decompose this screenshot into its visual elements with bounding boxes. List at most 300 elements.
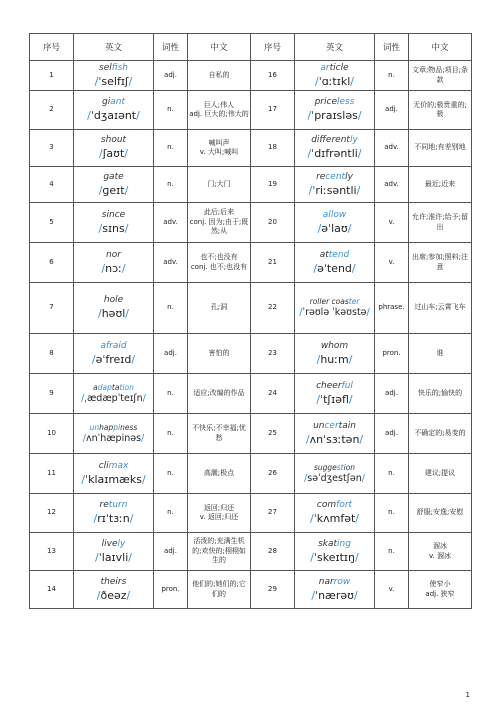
- word-cell: [295, 203, 375, 243]
- chinese-meaning: [409, 130, 472, 167]
- phonetic: /ˈɑːtɪkl/: [315, 74, 354, 88]
- phonetic: /ˈskeɪtɪŋ/: [310, 550, 359, 564]
- english-word: [75, 341, 152, 352]
- meaning-line: 建议;提议: [424, 468, 456, 477]
- word-syllable: a: [93, 382, 98, 392]
- meaning-line: v. 溜冰: [428, 551, 452, 560]
- row-number: 26: [251, 454, 295, 494]
- part-of-speech: adj.: [375, 414, 409, 454]
- word-cell: [295, 61, 375, 91]
- meaning-line: 允许;准许;给予;留出: [411, 213, 469, 231]
- chinese-meaning: [188, 414, 251, 454]
- word-syllable: ant: [110, 97, 125, 108]
- phonetic-text: ʌnˈhæpinəs: [85, 432, 142, 444]
- word-syllable: ion: [343, 462, 356, 472]
- part-of-speech: adv.: [154, 203, 188, 243]
- meaning-line: 不快乐;不幸福;忧愁: [192, 424, 246, 442]
- meaning-line: v. 返回;归还: [199, 513, 239, 521]
- english-word: [75, 539, 152, 550]
- english-word: [296, 539, 373, 550]
- word-syllable: gate: [103, 171, 124, 182]
- row-number: 12: [30, 494, 74, 533]
- word-syllable: ly: [117, 538, 126, 549]
- word-cell: [295, 454, 375, 494]
- meaning-line: 不同地;有差别地: [414, 143, 466, 152]
- word-syllable: nar: [318, 576, 334, 587]
- part-of-speech: adj.: [154, 61, 188, 91]
- header-index: 序号: [30, 34, 74, 61]
- phonetic-text: əˈfreɪd: [95, 352, 132, 366]
- row-number: 21: [251, 243, 295, 283]
- meaning-line: 孔;洞: [210, 303, 228, 312]
- word-syllable: theirs: [100, 576, 127, 587]
- meaning-line: 快乐的;愉快的: [417, 388, 463, 397]
- row-number: 2: [30, 91, 74, 130]
- word-cell: [295, 374, 375, 414]
- phonetic-text: nɔː: [105, 261, 122, 275]
- phonetic-text: ʌnˈsɜːtən: [309, 432, 360, 446]
- word-cell: [295, 130, 375, 167]
- english-word: [75, 97, 152, 108]
- chinese-meaning: [188, 91, 251, 130]
- table-row: [30, 203, 472, 243]
- word-cell: [295, 571, 375, 609]
- phonetic: /ɡeɪt/: [98, 183, 129, 197]
- header-row: [30, 34, 472, 61]
- meaning-line: 最近;近来: [424, 179, 456, 188]
- phonetic: /ˈklaɪmæks/: [81, 472, 146, 486]
- phonetic: /əˈlaʊ/: [317, 221, 352, 235]
- word-cell: [74, 130, 154, 167]
- english-word: [296, 577, 373, 588]
- word-syllable: cheer: [316, 380, 342, 391]
- chinese-meaning: [188, 283, 251, 334]
- table-row: [30, 374, 472, 414]
- phonetic-text: huːm: [320, 352, 349, 366]
- phonetic-text: ˈlaɪvli: [98, 550, 129, 564]
- phonetic-text: ˈɑːtɪkl: [318, 74, 351, 88]
- phonetic: /ˈpraɪsləs/: [307, 109, 362, 123]
- phonetic-text: ˈriːsəntli: [312, 183, 357, 197]
- word-syllable: less: [336, 97, 355, 108]
- word-syllable: ta: [111, 382, 120, 392]
- meaning-line: 自私的: [208, 70, 230, 79]
- english-word: [296, 421, 373, 432]
- part-of-speech: phrase.: [375, 283, 409, 334]
- word-cell: [74, 203, 154, 243]
- meaning-line: 文章;物品;项目;条款: [411, 66, 469, 84]
- word-cell: [295, 283, 375, 334]
- word-syllable: cer: [324, 420, 339, 431]
- phonetic-text: ˈnærəʊ: [315, 588, 354, 602]
- meaning-line: 也不;也没有: [200, 253, 238, 262]
- phonetic-text: ˈdʒaɪənt: [90, 109, 137, 123]
- row-number: 7: [30, 283, 74, 334]
- row-number: 1: [30, 61, 74, 91]
- row-number: 10: [30, 414, 74, 454]
- word-syllable: turn: [108, 500, 128, 511]
- table-row: [30, 283, 472, 334]
- word-cell: [74, 283, 154, 334]
- english-word: [296, 210, 373, 221]
- chinese-meaning: [188, 494, 251, 533]
- english-word: [75, 461, 152, 472]
- chinese-meaning: [188, 454, 251, 494]
- phonetic: /əˈfreɪd/: [91, 352, 136, 366]
- chinese-meaning: [188, 130, 251, 167]
- row-number: 5: [30, 203, 74, 243]
- chinese-meaning: [409, 167, 472, 203]
- meaning-line: 门;大门: [207, 179, 231, 188]
- phonetic-text: ˈkʌmfət: [313, 512, 356, 526]
- phonetic: /ˈselfɪʃ/: [94, 74, 133, 88]
- word-syllable: tain: [338, 420, 356, 431]
- word-syllable: cli: [98, 460, 109, 471]
- word-syllable: live: [101, 538, 118, 549]
- word-syllable: ticle: [329, 62, 349, 73]
- word-cell: [295, 533, 375, 571]
- chinese-meaning: [188, 203, 251, 243]
- row-number: 27: [251, 494, 295, 533]
- word-syllable: un: [89, 422, 100, 432]
- chinese-meaning: [409, 454, 472, 494]
- word-syllable: allow: [322, 209, 347, 220]
- row-number: 6: [30, 243, 74, 283]
- phonetic: /ˈlaɪvli/: [95, 550, 132, 564]
- vocabulary-table: [29, 33, 472, 609]
- word-cell: [295, 91, 375, 130]
- part-of-speech: pron.: [375, 334, 409, 374]
- word-syllable: since: [101, 209, 126, 220]
- row-number: 24: [251, 374, 295, 414]
- word-syllable: ly: [349, 135, 358, 146]
- part-of-speech: v.: [375, 571, 409, 609]
- word-syllable: tion: [119, 382, 134, 392]
- chinese-meaning: [188, 374, 251, 414]
- part-of-speech: n.: [375, 454, 409, 494]
- english-word: [296, 250, 373, 261]
- phonetic-text: həʊl: [101, 307, 126, 321]
- phonetic: /həʊl/: [97, 307, 130, 321]
- word-cell: [295, 494, 375, 533]
- phonetic: /səˈdʒestʃən/: [304, 472, 365, 484]
- english-word: [75, 577, 152, 588]
- word-cell: [74, 243, 154, 283]
- phonetic: /ˌædæpˈteɪʃn/: [81, 392, 146, 404]
- word-syllable: ly: [345, 171, 353, 182]
- phonetic: /ˈkʌmfət/: [309, 512, 359, 526]
- row-number: 16: [251, 61, 295, 91]
- phonetic-text: ˈrəʊlə ˈkəʊstə: [302, 307, 367, 319]
- row-number: 13: [30, 533, 74, 571]
- word-syllable: nor: [106, 249, 121, 260]
- english-word: [296, 500, 373, 511]
- part-of-speech: n.: [154, 167, 188, 203]
- table-row: [30, 571, 472, 609]
- chinese-meaning: [409, 243, 472, 283]
- word-cell: [74, 571, 154, 609]
- phonetic: /ʌnˈhæpinəs/: [82, 432, 145, 444]
- part-of-speech: adj.: [375, 91, 409, 130]
- phonetic-text: ˈdɪfrəntli: [311, 147, 358, 161]
- part-of-speech: n.: [154, 130, 188, 167]
- word-cell: [74, 334, 154, 374]
- phonetic-text: ˈtʃɪəfl: [320, 392, 349, 406]
- phonetic: /ʃaʊt/: [99, 147, 128, 161]
- row-number: 17: [251, 91, 295, 130]
- row-number: 23: [251, 334, 295, 374]
- table-row: [30, 414, 472, 454]
- chinese-meaning: [409, 283, 472, 334]
- phonetic-text: ˈklaɪmæks: [85, 472, 142, 486]
- chinese-meaning: [409, 374, 472, 414]
- word-syllable: fort: [336, 500, 353, 511]
- english-word: [296, 97, 373, 108]
- chinese-meaning: [409, 414, 472, 454]
- word-syllable: different: [311, 135, 350, 146]
- header-index: 序号: [251, 34, 295, 61]
- word-syllable: re: [316, 171, 326, 182]
- chinese-meaning: [188, 571, 251, 609]
- table-row: [30, 167, 472, 203]
- meaning-line: 此后;后来: [203, 208, 235, 217]
- word-syllable: tend: [328, 249, 350, 260]
- english-word: [75, 210, 152, 221]
- word-cell: [295, 414, 375, 454]
- header-chinese: 中文: [188, 34, 251, 61]
- chinese-meaning: [188, 533, 251, 571]
- phonetic: /huːm/: [316, 352, 353, 366]
- phonetic: /sɪns/: [98, 221, 129, 235]
- meaning-line: 舒服;安逸;安慰: [416, 508, 464, 517]
- meaning-line: conj. 因为;由于;既然;从: [189, 217, 249, 236]
- word-syllable: gi: [102, 97, 111, 108]
- english-word: [296, 381, 373, 392]
- phonetic: /ˈdʒaɪənt/: [87, 109, 140, 123]
- word-syllable: sugge: [313, 462, 337, 472]
- part-of-speech: adv.: [375, 167, 409, 203]
- word-cell: [295, 334, 375, 374]
- chinese-meaning: [188, 167, 251, 203]
- word-syllable: at: [319, 249, 329, 260]
- part-of-speech: n.: [154, 414, 188, 454]
- english-word: [296, 341, 373, 352]
- phonetic-text: ˈskeɪtɪŋ: [314, 550, 355, 564]
- part-of-speech: adj.: [154, 334, 188, 374]
- word-syllable: max: [108, 460, 129, 471]
- word-cell: [74, 494, 154, 533]
- english-word: [296, 135, 373, 146]
- word-cell: [74, 533, 154, 571]
- meaning-line: 过山车;云霄飞车: [414, 303, 466, 312]
- phonetic-text: əˈlaʊ: [321, 221, 348, 235]
- word-syllable: ter: [348, 297, 360, 307]
- chinese-meaning: [409, 571, 472, 609]
- meaning-line: 适应;改编的作品: [193, 388, 245, 397]
- meaning-line: 谁: [436, 348, 444, 357]
- word-cell: [74, 91, 154, 130]
- english-word: [296, 63, 373, 74]
- phonetic: /ˈdɪfrəntli/: [307, 147, 362, 161]
- word-syllable: ness: [120, 422, 138, 432]
- table-row: [30, 243, 472, 283]
- table-row: [30, 130, 472, 167]
- english-word: [75, 423, 152, 432]
- chinese-meaning: [409, 61, 472, 91]
- word-cell: [295, 243, 375, 283]
- row-number: 14: [30, 571, 74, 609]
- word-cell: [74, 414, 154, 454]
- chinese-meaning: [409, 91, 472, 130]
- word-syllable: fish: [111, 62, 128, 73]
- meaning-line: 无价的;极贵重的;极: [413, 100, 467, 118]
- table-row: [30, 91, 472, 130]
- phonetic-text: ˌædæpˈteɪʃn: [84, 392, 143, 404]
- phonetic-text: ɡeɪt: [102, 183, 125, 197]
- phonetic: /ʌnˈsɜːtən/: [305, 432, 364, 446]
- word-syllable: skat: [318, 538, 338, 549]
- word-syllable: afraid: [100, 340, 127, 351]
- word-syllable: dap: [97, 382, 112, 392]
- part-of-speech: n.: [375, 533, 409, 571]
- word-cell: [295, 167, 375, 203]
- english-word: [296, 463, 373, 472]
- meaning-line: 返回;归还: [203, 503, 235, 512]
- row-number: 18: [251, 130, 295, 167]
- chinese-meaning: [188, 61, 251, 91]
- part-of-speech: n.: [375, 61, 409, 91]
- part-of-speech: n.: [154, 454, 188, 494]
- word-syllable: un: [313, 420, 325, 431]
- word-syllable: re: [99, 500, 109, 511]
- phonetic: /əˈtend/: [313, 261, 356, 275]
- part-of-speech: adv.: [375, 130, 409, 167]
- english-word: [75, 172, 152, 183]
- word-cell: [74, 374, 154, 414]
- phonetic: /ˈnærəʊ/: [311, 588, 358, 602]
- phonetic-text: rɪˈtɜːn: [97, 512, 130, 526]
- header-english: 英文: [295, 34, 375, 61]
- phonetic-text: sɪns: [102, 221, 125, 235]
- english-word: [75, 135, 152, 146]
- row-number: 20: [251, 203, 295, 243]
- row-number: 8: [30, 334, 74, 374]
- meaning-line: 喊叫声: [208, 138, 230, 147]
- row-number: 4: [30, 167, 74, 203]
- header-english: 英文: [74, 34, 154, 61]
- word-syllable: ful: [341, 380, 353, 391]
- word-syllable: whom: [320, 340, 349, 351]
- english-word: [296, 172, 373, 183]
- row-number: 19: [251, 167, 295, 203]
- part-of-speech: n.: [154, 374, 188, 414]
- phonetic-text: ˈselfɪʃ: [98, 74, 129, 88]
- phonetic-text: ðeəz: [100, 588, 127, 602]
- table-row: [30, 334, 472, 374]
- meaning-line: 活泼的;充满生机的;欢快的;栩栩如生的: [192, 537, 246, 565]
- row-number: 9: [30, 374, 74, 414]
- meaning-line: conj. 也不;也没有: [190, 262, 248, 271]
- page-number: 1: [465, 691, 470, 699]
- word-syllable: shout: [100, 135, 127, 146]
- table-row: [30, 454, 472, 494]
- part-of-speech: n.: [154, 283, 188, 334]
- meaning-line: 害怕的: [208, 348, 230, 357]
- meaning-line: adj. 巨大的;伟大的: [189, 110, 249, 118]
- phonetic: /rɪˈtɜːn/: [93, 512, 134, 526]
- english-word: [75, 63, 152, 74]
- row-number: 29: [251, 571, 295, 609]
- word-cell: [74, 167, 154, 203]
- word-syllable: com: [316, 500, 337, 511]
- table-row: [30, 533, 472, 571]
- chinese-meaning: [409, 334, 472, 374]
- part-of-speech: n.: [375, 494, 409, 533]
- word-cell: [74, 454, 154, 494]
- meaning-line: 出席;参加;照料;注意: [411, 253, 469, 271]
- word-syllable: cent: [325, 171, 346, 182]
- english-word: [75, 383, 152, 392]
- chinese-meaning: [409, 494, 472, 533]
- row-number: 22: [251, 283, 295, 334]
- header-chinese: 中文: [409, 34, 472, 61]
- row-number: 25: [251, 414, 295, 454]
- header-pos: 词性: [154, 34, 188, 61]
- word-syllable: row: [333, 576, 351, 587]
- meaning-line: 他们的;她们的;它们的: [192, 580, 246, 598]
- meaning-line: 高潮;极点: [203, 468, 235, 477]
- chinese-meaning: [188, 334, 251, 374]
- row-number: 28: [251, 533, 295, 571]
- meaning-line: adj. 狭窄: [425, 589, 455, 598]
- english-word: [75, 250, 152, 261]
- part-of-speech: n.: [154, 494, 188, 533]
- phonetic: /nɔː/: [101, 261, 126, 275]
- row-number: 11: [30, 454, 74, 494]
- part-of-speech: pron.: [154, 571, 188, 609]
- header-pos: 词性: [375, 34, 409, 61]
- meaning-line: 不确定的;易变的: [414, 428, 466, 437]
- english-word: [75, 295, 152, 306]
- word-syllable: roller coas: [309, 297, 349, 307]
- row-number: 3: [30, 130, 74, 167]
- word-syllable: hole: [103, 295, 124, 306]
- meaning-line: 溜冰: [433, 542, 447, 551]
- table-row: [30, 494, 472, 533]
- word-syllable: ing: [337, 538, 351, 549]
- word-syllable: sel: [99, 62, 112, 73]
- part-of-speech: v.: [375, 203, 409, 243]
- part-of-speech: n.: [154, 91, 188, 130]
- chinese-meaning: [409, 203, 472, 243]
- meaning-line: 使窄小: [429, 580, 451, 589]
- word-syllable: hap: [99, 422, 114, 432]
- meaning-line: v. 大叫;喊叫: [199, 148, 239, 156]
- word-cell: [74, 61, 154, 91]
- part-of-speech: adj.: [375, 374, 409, 414]
- chinese-meaning: [409, 533, 472, 571]
- phonetic-text: ˈpraɪsləs: [311, 109, 358, 123]
- chinese-meaning: [188, 243, 251, 283]
- english-word: [75, 500, 152, 511]
- word-syllable: st: [336, 462, 344, 472]
- part-of-speech: adj.: [154, 533, 188, 571]
- part-of-speech: v.: [375, 243, 409, 283]
- word-syllable: price: [314, 97, 337, 108]
- meaning-line: 巨人;伟人: [203, 100, 235, 109]
- phonetic-text: ʃaʊt: [102, 147, 125, 161]
- part-of-speech: adv.: [154, 243, 188, 283]
